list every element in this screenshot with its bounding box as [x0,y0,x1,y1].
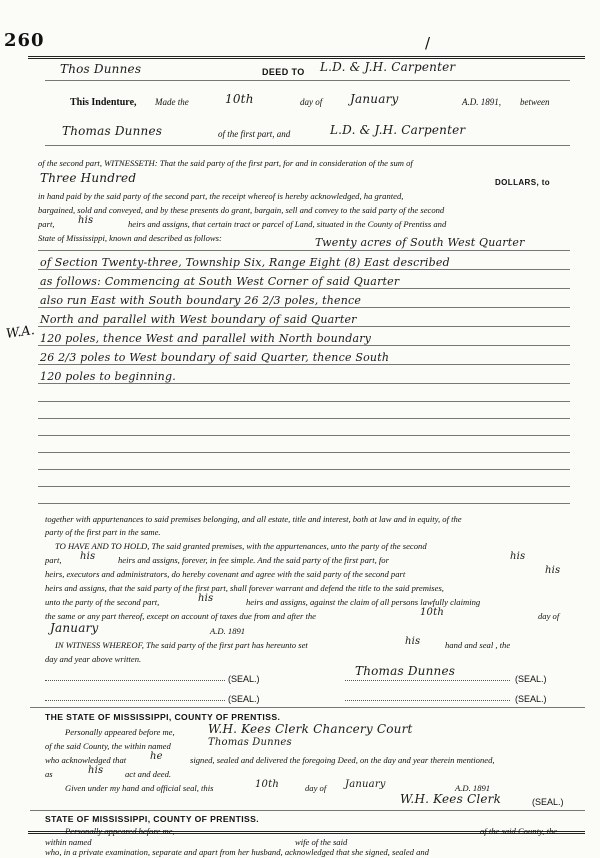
ack2-line-3: who, in a private examination, separate and apart from her husband, acknowledged that she signed, sealed and [45,847,429,857]
in-witness-line-b: hand and seal , the [445,640,511,650]
indenture-day: 10th [225,92,254,106]
appurtenances-his-1: his [80,551,96,562]
ack1-officer: W.H. Kees Clerk Chancery Court [208,722,413,736]
signature-line-left-1 [45,680,225,681]
margin-note: W.A. [5,323,36,342]
description-line-6: 120 poles, thence West and parallel with North boundary [40,332,372,345]
seal-right-2: (SEAL.) [515,694,547,704]
seal-right-1: (SEAL.) [515,674,547,684]
ack1-his: his [88,765,104,776]
signature-line-left-2 [45,700,225,701]
appurtenances-line-7b: heirs and assigns, against the claim of all persons lawfully claiming [246,597,481,607]
ack1-seal: (SEAL.) [532,797,564,807]
appurtenances-his-4: his [198,593,214,604]
desc-rule [38,307,570,308]
in-witness-line: IN WITNESS WHEREOF, The said party of the first part has hereunto set [55,640,308,650]
witnesseth-line-6: State of Mississippi, known and described as follows: [38,233,222,243]
ack1-title: THE STATE OF MISSISSIPPI, COUNTY OF PRENTISS. [45,712,281,722]
page-number: 260 [4,30,45,51]
ack1-line-4a: as [45,769,53,779]
desc-rule [38,486,570,487]
desc-rule [38,435,570,436]
appurtenances-line-3: TO HAVE AND TO HOLD, The said granted premises, with the appurtenances, unto the party of the second [55,541,427,551]
indenture-ad: A.D. 1891, [462,97,501,107]
amount: Three Hundred [40,171,137,185]
ack1-clerk-signature: W.H. Kees Clerk [400,792,502,806]
description-line-2: of Section Twenty-three, Township Six, Range Eight (8) East described [40,256,450,269]
appurtenances-his-3: his [545,565,561,576]
in-witness-line-2: day and year above written. [45,654,142,664]
desc-rule [38,401,570,402]
desc-rule [38,383,570,384]
appurtenances-line-2: party of the first part in the same. [45,527,161,537]
ack1-line-3a: who acknowledged that [45,755,127,765]
desc-rule [38,288,570,289]
appurtenances-line-4a: part, [45,555,62,565]
corner-mark: / [425,34,431,52]
ack1-he: he [150,751,163,762]
signature-line-right-1 [345,680,510,681]
ack1-line-5a: Given under my hand and official seal, this [65,783,214,793]
description-line-8: 120 poles to beginning. [40,370,176,383]
witnesseth-his: his [78,215,94,226]
ack2-line-2b: wife of the said [295,837,348,847]
grantor-signature: Thomas Dunnes [355,664,456,678]
desc-rule [38,326,570,327]
ack1-line-5b: day of [305,783,327,793]
ack1-line-2a: of the said County, the within named [45,741,171,751]
made-the: Made the [155,97,189,107]
ack1-day: 10th [255,779,279,790]
taxes-year: A.D. 1891 [210,626,246,636]
ack1-line-4b: act and deed. [125,769,172,779]
seal-left-2: (SEAL.) [228,694,260,704]
desc-rule [38,250,570,251]
appurtenances-line-8b: day of [538,611,560,621]
description-line-3: as follows: Commencing at South West Corner of said Quarter [40,275,400,288]
witnesseth-line-4: bargained, sold and conveyed, and by these presents do grant, bargain, sell and convey to the said party of the second [38,205,445,215]
ack1-year: A.D. 1891 [455,783,491,793]
deed-to-label: DEED TO [262,67,305,77]
description-line-4: also run East with South boundary 26 2/3 poles, thence [40,294,362,307]
ack1-line-3b: signed, sealed and delivered the foregoing Deed, on the day and year therein mentioned, [190,755,495,765]
in-witness-his: his [405,636,421,647]
signature-line-right-2 [345,700,510,701]
ack2-title: STATE OF MISSISSIPPI, COUNTY OF PRENTISS. [45,814,260,824]
desc-rule [38,418,570,419]
party-grantor: Thomas Dunnes [62,124,163,138]
appurtenances-his-2: his [510,551,526,562]
indenture-month: January [350,92,399,106]
section-rule-2 [30,810,585,811]
ack1-personally: Personally appeared before me, [65,727,175,737]
description-line-1: Twenty acres of South West Quarter [315,236,525,249]
appurtenances-line-8a: the same or any part thereof, except on account of taxes due from and after the [45,611,316,621]
taxes-month: January [50,621,99,635]
description-line-5: North and parallel with West boundary of said Quarter [40,313,357,326]
appurtenances-line-5: heirs, executors and administrators, do hereby covenant and agree with the said party of the second part [45,569,406,579]
header-grantee: L.D. & J.H. Carpenter [320,60,456,74]
ack2-line-1a: Personally appeared before me, [65,826,175,836]
taxes-day: 10th [420,607,444,618]
appurtenances-line-6: heirs and assigns, that the said party of the first part, shall forever warrant and defend the title to the said premises, [45,583,444,593]
first-part: of the first part, and [218,129,291,139]
ack1-month: January [345,779,386,790]
description-line-7: 26 2/3 poles to West boundary of said Quarter, thence South [40,351,390,364]
witnesseth-line-1: of the second part, WITNESSETH: That the said party of the first part, for and in consideration of the sum of [38,158,413,168]
this-indenture: This Indenture, [70,97,137,108]
witnesseth-line-5b: heirs and assigns, that certain tract or parcel of Land, situated in the County of Prentiss and [128,219,447,229]
seal-left-1: (SEAL.) [228,674,260,684]
section-rule [30,707,585,708]
witnesseth-line-3: in hand paid by the said party of the second part, the receipt whereof is hereby acknowledged, ha granted, [38,191,404,201]
ack2-line-1b: of the said County, the [480,826,558,836]
desc-rule [38,364,570,365]
between: between [520,97,550,107]
appurtenances-line-1: together with appurtenances to said premises belonging, and all estate, title and interest, both at law and in equity, of the [45,514,462,524]
desc-rule [38,345,570,346]
desc-rule [38,269,570,270]
day-of: day of [300,97,323,107]
desc-rule [38,503,570,504]
header-rule [45,80,570,81]
desc-rule [38,452,570,453]
parties-rule [45,145,570,146]
header-grantor: Thos Dunnes [60,62,142,76]
desc-rule [38,469,570,470]
ack1-named: Thomas Dunnes [208,737,292,748]
party-grantee: L.D. & J.H. Carpenter [330,123,466,137]
appurtenances-line-7a: unto the party of the second part, [45,597,160,607]
ack2-line-2a: within named [45,837,92,847]
witnesseth-line-5a: part, [38,219,55,229]
appurtenances-line-4b: heirs and assigns, forever, in fee simple. And the said party of the first part, for [118,555,389,565]
dollars-label: DOLLARS, to [495,178,551,187]
